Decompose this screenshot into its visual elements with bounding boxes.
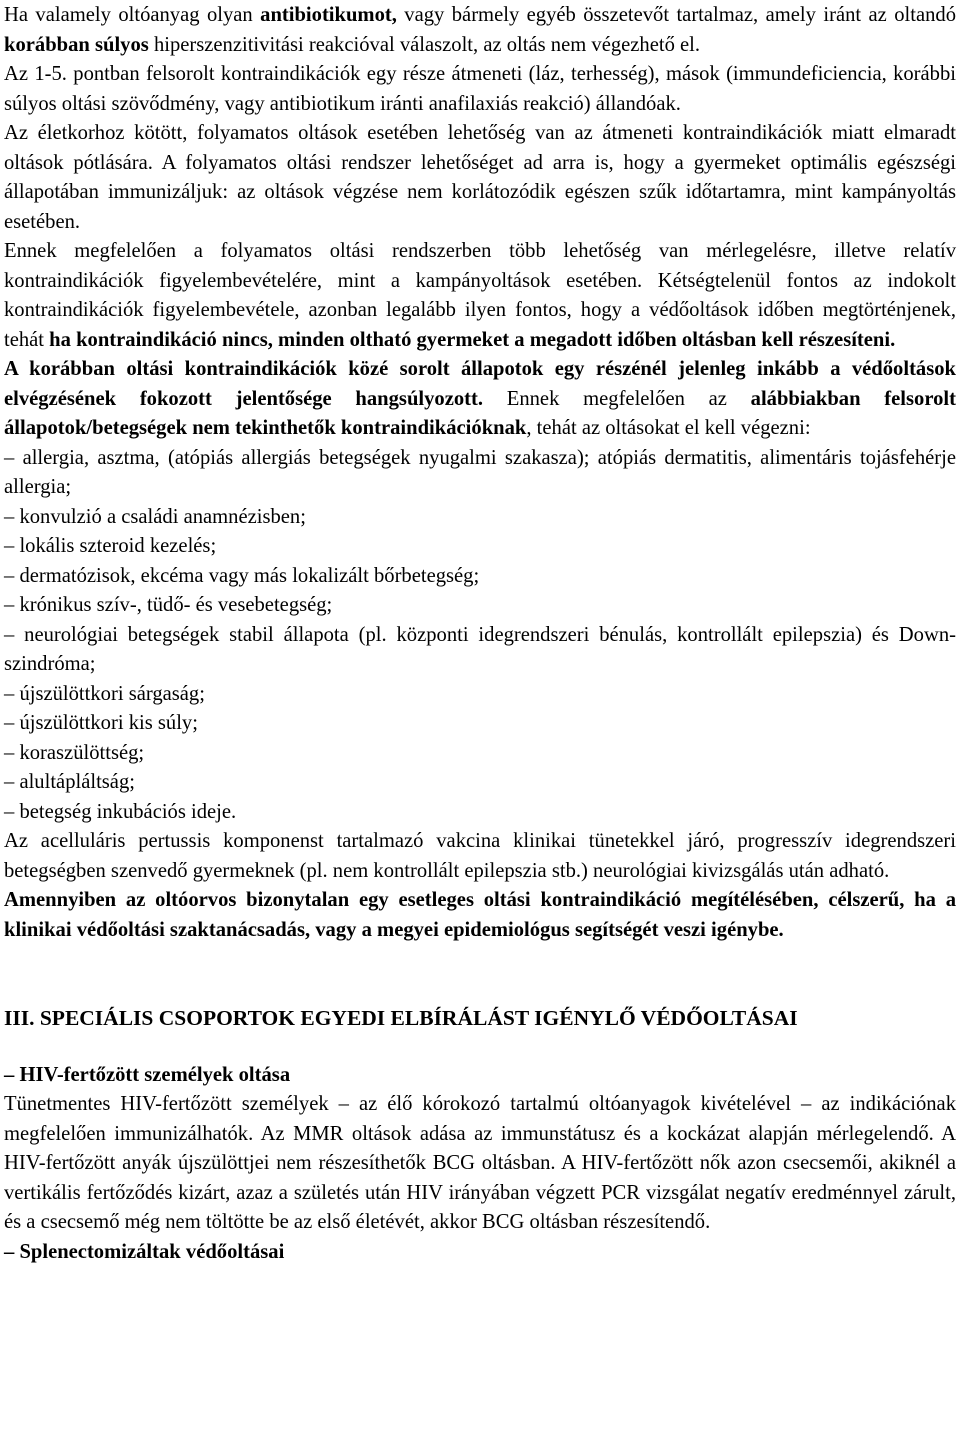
spacer [4,1034,956,1061]
paragraph-continuous-vaccination: Az életkorhoz kötött, folyamatos oltások esetében lehetőség van az átmeneti kontraindikációk miatt elmaradt oltások pótlására. A folyamatos oltási rendszer lehetőséget ad arra is, hogy a gyermeket optimális egészségi állapotában immunizáljuk: az oltások végzése nem korlátozódik egészen szűk időtartamra, mint kampányoltás esetében. [4,122,956,233]
list-item: – újszülöttkori sárgaság; [4,682,205,705]
list-item: – konvulzió a családi anamnézisben; [4,505,306,528]
subsection-heading-hiv: – HIV-fertőzött személyek oltása [4,1063,291,1086]
list-item: – dermatózisok, ekcéma vagy más lokalizált bőrbetegség; [4,564,480,587]
list-item: – betegség inkubációs ideje. [4,800,237,823]
non-contraindication-list [4,444,956,828]
section-heading: III. SPECIÁLIS CSOPORTOK EGYEDI ELBÍRÁLÁST IGÉNYLŐ VÉDŐOLTÁSAI [4,1006,798,1030]
paragraph-not-contraindications: A korábban oltási kontraindikációk közé sorolt állapotok egy részénél jelenleg inkább a védőoltások elvégzésének fokozott jelentősége hangsúlyozott. Ennek megfelelően az alábbiakban felsorolt állapotok/betegségek nem tekinthetők kontraindikációknak, tehát az oltásokat el kell végezni: [4,358,956,439]
list-item: – alultápláltság; [4,771,135,793]
subsection-heading-splenectomy: – Splenectomizáltak védőoltásai [4,1240,285,1263]
paragraph-consultation-advice: Amennyiben az oltóorvos bizonytalan egy esetleges oltási kontraindikáció megítélésében, célszerű, ha a klinikai védőoltási szaktanácsadás, vagy a megyei epidemiológus segítségét veszi igénybe. [4,889,956,941]
list-item: – koraszülöttség; [4,741,145,764]
paragraph-relative-contraindications: Ennek megfelelően a folyamatos oltási rendszerben több lehetőség van mérlegelésre, illetve relatív kontraindikációk figyelembevételére, mint a kampányoltások esetében. Kétségtelenül fontos az indokolt kontraindikációk figyelembevétele, azonban legalább ilyen fontos, hogy a védőoltások időben megtörténjenek, tehát ha kontraindikáció nincs, minden oltható gyermeket a megadott időben oltásban kell részesíteni. [4,240,956,351]
paragraph-temporary-permanent: Az 1-5. pontban felsorolt kontraindikációk egy része átmeneti (láz, terhesség), mások (immundeficiencia, korábbi súlyos oltási szövődmény, vagy antibiotikum iránti anafilaxiás reakció) állandóak. [4,63,956,115]
list-item: – allergia, asztma, (atópiás allergiás betegségek nyugalmi szakasza); atópiás dermatitis, alimentáris tojásfehérje allergia; [4,446,956,498]
list-item: – lokális szteroid kezelés; [4,535,217,557]
spacer [4,945,956,1004]
paragraph-hiv-vaccination: Tünetmentes HIV-fertőzött személyek – az élő kórokozó tartalmú oltóanyagok kivételével – az indikációnak megfelelően immunizálhatók. Az MMR oltások adása az immunstátusz és a kockázat alapján mérlegelendő. A HIV-fertőzött anyák újszülöttjei nem részesíthetők BCG oltásban. A HIV-fertőzött nők azon csecsemői, akiknél a vertikális fertőződés kizárt, azaz a születés után HIV irányában végzett PCR vizsgálat negatív eredménnyel zárult, és a csecsemő még nem töltötte be az első életévét, akkor BCG oltásban részesítendő. [4,1093,956,1233]
paragraph-pertussis: Az acelluláris pertussis komponenst tartalmazó vakcina klinikai tünetekkel járó, progresszív idegrendszeri betegségben szenvedő gyermeknek (pl. nem kontrollált epilepszia stb.) neurológiai kivizsgálás után adható. [4,830,956,882]
list-item: – újszülöttkori kis súly; [4,712,198,734]
list-item: – krónikus szív-, tüdő- és vesebetegség; [4,594,333,616]
paragraph-antibiotic-contraindication: Ha valamely oltóanyag olyan antibiotikumot, vagy bármely egyéb összetevőt tartalmaz, amely iránt az oltandó korábban súlyos hiperszenzitivitási reakcióval válaszolt, az oltás nem végezhető el. [4,4,957,56]
list-item: – neurológiai betegségek stabil állapota (pl. központi idegrendszeri bénulás, kontrollált epilepszia) és Down-szindróma; [4,623,956,675]
